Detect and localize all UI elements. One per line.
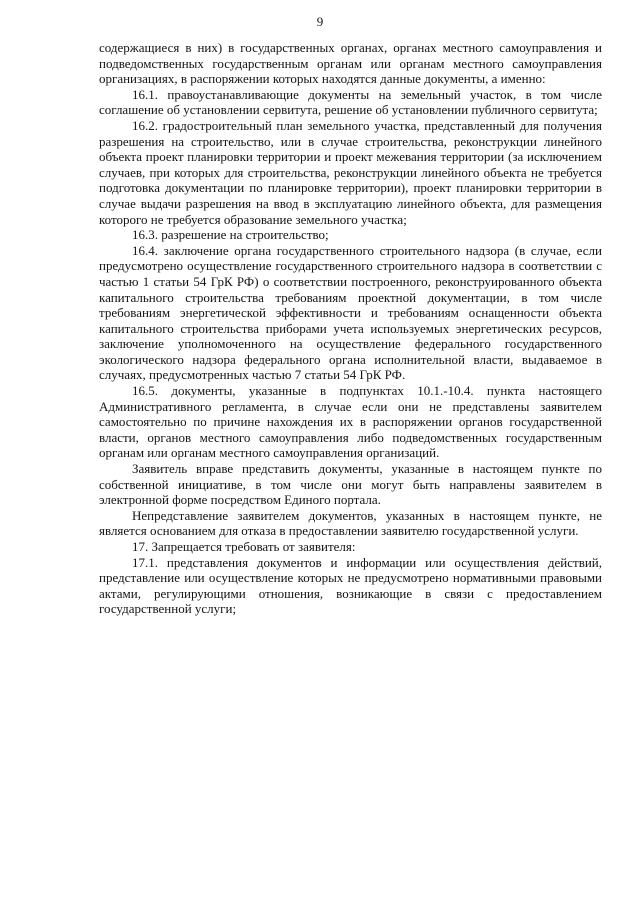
paragraph: 17. Запрещается требовать от заявителя: (132, 539, 356, 554)
paragraph: Непредставление заявителем документов, указанных в настоящем пункте, не является основанием для отказа в предоставлении заявителю государственной услуги. (99, 507, 602, 539)
paragraph: Заявитель вправе представить документы, указанные в настоящем пункте по собственной инициативе, в том числе они могут быть направлены заявителем в электронной форме посредством Единого портала. (99, 461, 602, 508)
paragraph: 16.1. правоустанавливающие документы на земельный участок, в том числе соглашение об установлении сервитута, решение об установлении публичного сервитута; (99, 86, 602, 118)
paragraph: содержащиеся в них) в государственных органах, органах местного самоуправления и подведомственных государственным органам или органам местного самоуправления организациях, в распоряжении которых находятся данные документы, а именно: (99, 40, 602, 87)
document-body (99, 40, 602, 617)
paragraph: 16.5. документы, указанные в подпунктах 10.1.-10.4. пункта настоящего Административного регламента, в случае если они не представлены заявителем самостоятельно по причине нахождения их в распоряжении органов государственной власти, органов местного самоуправления либо подведомственных государственным органам или органам местного самоуправления организаций. (99, 383, 602, 461)
page-number: 9 (316, 14, 324, 29)
paragraph: 16.3. разрешение на строительство; (132, 227, 329, 243)
paragraph: 17.1. представления документов и информации или осуществления действий, представление или осуществление которых не предусмотрено нормативными правовыми актами, регулирующими отношения, возникающие в связи с предоставлением государственной услуги; (99, 554, 602, 617)
paragraph: 16.2. градостроительный план земельного участка, представленный для получения разрешения на строительство, или в случае строительства, реконструкции линейного объекта проект планировки территории и проект межевания территории (за исключением случаев, при которых для строительства, реконструкции линейного объекта не требуется подготовка документации по планировке территории), проект планировки территории в случае выдачи разрешения на ввод в эксплуатацию линейного объекта, для размещения которого не требуется образование земельного участка; (99, 117, 602, 227)
paragraph: 16.4. заключение органа государственного строительного надзора (в случае, если предусмотрено осуществление государственного строительного надзора в соответствии с частью 1 статьи 54 ГрК РФ) о соответствии построенного, реконструированного объекта капитального строительства требованиям проектной документации, в том числе требованиям энергетической эффективности и требованиям оснащенности объекта капитального строительства приборами учета используемых энергетических ресурсов, заключение уполномоченного на осуществление федерального государственного экологического надзора федерального органа исполнительной власти, выдаваемое в случаях, предусмотренных частью 7 статьи 54 ГрК РФ. (99, 242, 602, 383)
